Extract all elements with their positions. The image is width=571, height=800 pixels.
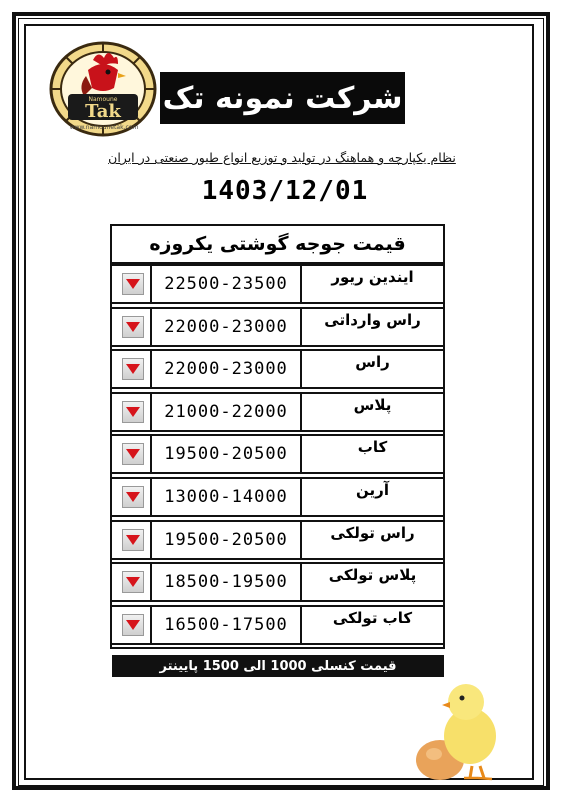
breed-name: آرین — [356, 481, 389, 499]
price-range: 19500-20500 — [152, 436, 302, 472]
breed-name: پلاس تولکی — [328, 566, 417, 585]
arrow-glyph — [126, 407, 140, 417]
price-range: 19500-20500 — [152, 522, 302, 558]
table-row — [112, 520, 443, 560]
trend-cell — [116, 266, 152, 302]
table-row — [112, 264, 443, 304]
table-row — [112, 392, 443, 432]
arrow-glyph — [126, 620, 140, 630]
chick-with-egg-icon — [410, 678, 510, 782]
trend-cell — [116, 479, 152, 515]
cancellation-note: قیمت کنسلی 1000 الی 1500 پایینتر — [112, 655, 444, 677]
arrow-glyph — [126, 449, 140, 459]
red-down-arrow-icon — [122, 486, 144, 508]
red-down-arrow-icon — [122, 529, 144, 551]
price-range: 22500-23500 — [152, 266, 302, 302]
price-date: 1403/12/01 — [201, 176, 369, 206]
price-table-title: قیمت جوجه گوشتی یکروزه — [112, 226, 443, 264]
trend-cell — [116, 394, 152, 430]
red-down-arrow-icon — [122, 358, 144, 380]
arrow-glyph — [126, 279, 140, 289]
trend-cell — [116, 607, 152, 643]
company-title: شرکت نمونه تک — [160, 72, 405, 124]
breed-name: راس تولکی — [330, 523, 415, 542]
red-down-arrow-icon — [122, 316, 144, 338]
red-down-arrow-icon — [122, 571, 144, 593]
red-down-arrow-icon — [122, 614, 144, 636]
breed-name: ایندین ریور — [331, 268, 414, 286]
arrow-glyph — [126, 577, 140, 587]
breed-name: راس وارداتی — [324, 310, 421, 329]
breed-name: پلاس — [353, 395, 392, 414]
trend-cell — [116, 351, 152, 387]
price-range: 13000-14000 — [152, 479, 302, 515]
trend-cell — [116, 564, 152, 600]
arrow-glyph — [126, 364, 140, 374]
table-row — [112, 307, 443, 347]
trend-cell — [116, 436, 152, 472]
price-range: 22000-23000 — [152, 309, 302, 345]
price-range: 21000-22000 — [152, 394, 302, 430]
red-down-arrow-icon — [122, 273, 144, 295]
table-row — [112, 477, 443, 517]
table-row — [112, 349, 443, 389]
table-row — [112, 605, 443, 645]
breed-name: کاب — [357, 438, 388, 457]
arrow-glyph — [126, 322, 140, 332]
price-table — [110, 224, 445, 649]
logo-brand: Tak — [85, 101, 121, 122]
logo-caption: www.namounetak.com — [69, 124, 139, 131]
logo-brand-small: Namoune — [88, 96, 118, 103]
price-range: 18500-19500 — [152, 564, 302, 600]
breed-name: راس — [355, 353, 390, 372]
arrow-glyph — [126, 492, 140, 502]
trend-cell — [116, 309, 152, 345]
trend-cell — [116, 522, 152, 558]
red-down-arrow-icon — [122, 443, 144, 465]
breed-name: کاب تولکی — [332, 608, 413, 627]
red-down-arrow-icon — [122, 401, 144, 423]
table-row — [112, 562, 443, 602]
table-row — [112, 434, 443, 474]
arrow-glyph — [126, 535, 140, 545]
company-subtitle: نظام یکپارچه و هماهنگ در تولید و توزیع انواع طیور صنعتی در ایران — [108, 150, 456, 165]
price-range: 22000-23000 — [152, 351, 302, 387]
price-range: 16500-17500 — [152, 607, 302, 643]
